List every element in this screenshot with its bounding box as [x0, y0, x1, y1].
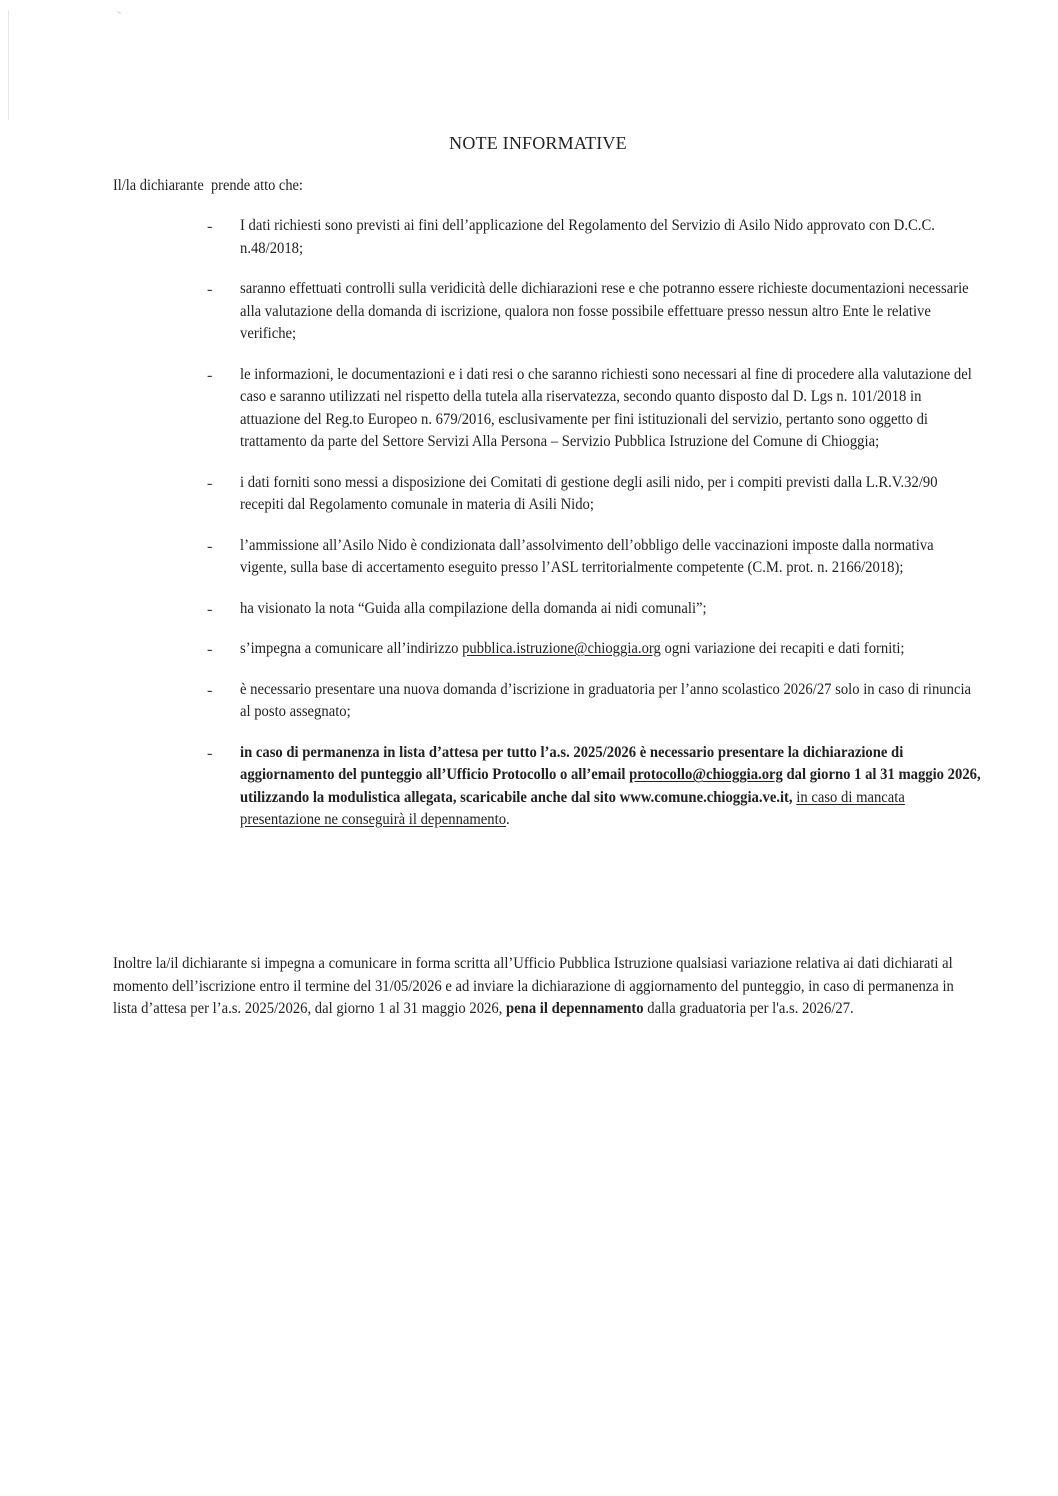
- footer-text-before: Inoltre la/il dichiarante si impegna a comunicare in forma scritta all’Ufficio Pubblica Istruzione qualsiasi variazione relativa ai dati dichiarati al momento dell’iscrizione entro il termine del 31/05/2026 e ad inviare la dichiarazione di aggiornamento del punteggio, in caso di permanenza in lista d’attesa per l’a.s. 2025/2026, dal giorno 1 al 31 maggio 2026,: [113, 954, 954, 1018]
- scan-speck: [117, 11, 121, 14]
- item-text-bold-after: dal giorno 1 al 31 maggio 2026, utilizzando la modulistica allegata, scaricabile anche dal sito www.comune.chioggia.ve.it,: [240, 765, 981, 806]
- list-item: [207, 471, 977, 516]
- item-text-bold-before: in caso di permanenza in lista d’attesa per tutto l’a.s. 2025/2026 è necessario presentare la dichiarazione di aggiornamento del punteggio all’Ufficio Protocollo o all’email: [240, 742, 904, 783]
- item-text: I dati richiesti sono previsti ai fini dell’applicazione del Regolamento del Servizio di Asilo Nido approvato con D.C.C. n.48/2018;: [240, 216, 935, 257]
- bullet-dash: -: [207, 640, 213, 658]
- email-link-protocollo[interactable]: protocollo@chioggia.org: [629, 765, 783, 783]
- item-text-end: .: [506, 810, 510, 828]
- list-item: [207, 534, 977, 579]
- item-text-underlined: in caso di mancata presentazione ne conseguirà il depennamento: [240, 787, 905, 828]
- email-link-pubblica-istruzione[interactable]: pubblica.istruzione@chioggia.org: [462, 639, 661, 657]
- item-text: ha visionato la nota “Guida alla compilazione della domanda ai nidi comunali”;: [240, 598, 707, 617]
- item-text: [240, 637, 982, 660]
- footer-paragraph: [113, 952, 982, 1020]
- item-text: [240, 741, 982, 831]
- bullet-dash: -: [207, 599, 213, 618]
- list-item-important: [207, 741, 981, 831]
- page-title: NOTE INFORMATIVE: [449, 133, 627, 153]
- bullet-dash: -: [207, 536, 213, 555]
- item-text: è necessario presentare una nuova domanda d’iscrizione in graduatoria per l’anno scolastico 2026/27 solo in caso di rinuncia al posto assegnato;: [240, 679, 972, 720]
- list-item: [207, 214, 977, 259]
- scan-artifact: [8, 10, 9, 120]
- item-text-after: ogni variazione dei recapiti e dati forniti;: [660, 639, 905, 657]
- item-text: l’ammissione all’Asilo Nido è condizionata dall’assolvimento dell’obbligo delle vaccinazioni imposte dalla normativa vigente, sulla base di accertamento eseguito presso l’ASL territorialmente competente (C.M. prot. n. 2166/2018);: [240, 535, 934, 576]
- item-text: i dati forniti sono messi a disposizione dei Comitati di gestione degli asili nido, per i compiti previsti dalla L.R.V.32/90 recepiti dal Regolamento comunale in materia di Asili Nido;: [240, 472, 938, 513]
- footer-text-bold: pena il depennamento: [506, 999, 644, 1018]
- list-item: [207, 597, 977, 620]
- bullet-dash: -: [207, 280, 213, 298]
- footer-text-after: dalla graduatoria per l'a.s. 2026/27.: [643, 999, 854, 1018]
- list-item: [207, 363, 977, 453]
- bullet-dash: -: [207, 743, 213, 762]
- item-text: le informazioni, le documentazioni e i dati resi o che saranno richiesti sono necessari al fine di procedere alla valutazione del caso e saranno utilizzati nel rispetto della tutela alla riservatezza, secondo quanto disposto dal D. Lgs n. 101/2018 in attuazione del Reg.to Europeo n. 679/2016, esclusivamente per fini istituzionali del servizio, pertanto sono oggetto di trattamento da parte del Settore Servizi Alla Persona – Servizio Pubblica Istruzione del Comune di Chioggia;: [240, 364, 972, 450]
- bullet-dash: -: [207, 365, 213, 384]
- bullet-dash: -: [207, 217, 213, 235]
- list-item: [207, 637, 977, 660]
- notes-list: [207, 214, 981, 849]
- intro-text: Il/la dichiarante prende atto che:: [113, 177, 303, 194]
- bullet-dash: -: [207, 473, 213, 492]
- item-text: saranno effettuati controlli sulla veridicità delle dichiarazioni rese e che potranno essere richieste documentazioni necessarie alla valutazione della domanda di iscrizione, qualora non fosse possibile effettuare presso nessun altro Ente le relative verifiche;: [240, 279, 969, 342]
- bullet-dash: -: [207, 680, 213, 699]
- list-item: [207, 277, 977, 345]
- list-item: [207, 678, 977, 723]
- item-text-before: s’impegna a comunicare all’indirizzo: [240, 639, 463, 657]
